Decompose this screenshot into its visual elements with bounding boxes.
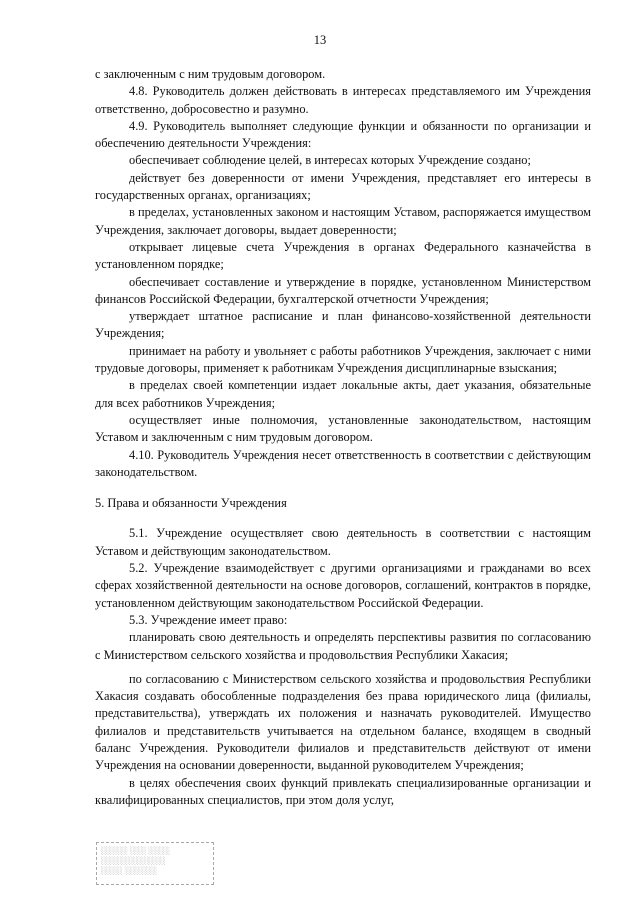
paragraph: обеспечивает соблюдение целей, в интересах которых Учреждение создано; xyxy=(129,153,531,168)
paragraph: открывает лицевые счета Учреждения в органах Федерального казначейства в установленном порядке; xyxy=(95,239,591,272)
paragraph: 4.9. Руководитель выполняет следующие функции и обязанности по организации и обеспечению деятельности Учреждения: xyxy=(95,118,591,151)
paragraph: в пределах своей компетенции издает локальные акты, дает указания, обязательные для всех работников Учреждения; xyxy=(95,378,591,410)
page-number: 13 xyxy=(313,33,327,47)
paragraph: принимает на работу и увольняет с работы работников Учреждения, заключает с ними трудовые договоры, применяет к работникам Учреждения дисциплинарные взыскания; xyxy=(95,343,591,376)
document-body xyxy=(95,66,591,809)
paragraph: 5.2. Учреждение взаимодействует с другими организациями и гражданами во всех сферах хозяйственной деятельности на основе договоров, соглашений, контрактов в порядке, установленном действующим законодательством Российской Федерации. xyxy=(95,561,591,610)
paragraph: обеспечивает составление и утверждение в порядке, установленном Министерством финансов Российской Федерации, бухгалтерской отчетности Учреждения; xyxy=(95,274,591,306)
paragraph: 4.8. Руководитель должен действовать в интересах представляемого им Учреждения ответственно, добросовестно и разумно. xyxy=(95,84,591,116)
stamp-line: ░░░░ ░░░░░░ xyxy=(101,867,158,875)
stamp-line: ░░░░░ ░░░ ░░░░ xyxy=(101,847,171,855)
section-heading: 5. Права и обязанности Учреждения xyxy=(95,496,287,511)
paragraph: 4.10. Руководитель Учреждения несет ответственность в соответствии с действующим законодательством. xyxy=(95,447,591,479)
paragraph: планировать свою деятельность и определять перспективы развития по согласованию с Министерством сельского хозяйства и продовольствия Республики Хакасия; xyxy=(95,630,591,662)
registration-stamp xyxy=(96,842,214,885)
paragraph: осуществляет иные полномочия, установленные законодательством, настоящим Уставом и заключенным с ним трудовым договором. xyxy=(95,412,591,445)
paragraph: 5.3. Учреждение имеет право: xyxy=(129,612,288,627)
stamp-line: ░░░░░░░░░░░░ xyxy=(101,857,166,865)
paragraph: утверждает штатное расписание и план финансово-хозяйственной деятельности Учреждения; xyxy=(95,309,591,341)
paragraph: по согласованию с Министерством сельского хозяйства и продовольствия Республики Хакасия создавать обособленные подразделения без права юридического лица (филиалы, представительства), утверждать их положения и назначать руководителей. Имущество филиалов и представительств учитывается на отдельном балансе, входящем в сводный баланс Учреждения. Руководители филиалов и представительств действуют от имени Учреждения на основании доверенности, выданной руководителем Учреждения; xyxy=(95,671,591,773)
paragraph: в целях обеспечения своих функций привлекать специализированные организации и квалифицированных специалистов, при этом доля услуг, xyxy=(95,775,591,807)
paragraph: с заключенным с ним трудовым договором. xyxy=(95,67,326,81)
paragraph: в пределах, установленных законом и настоящим Уставом, распоряжается имуществом Учреждения, заключает договоры, выдает доверенности; xyxy=(95,205,591,237)
paragraph: действует без доверенности от имени Учреждения, представляет его интересы в государственных органах, организациях; xyxy=(95,170,591,203)
paragraph: 5.1. Учреждение осуществляет свою деятельность в соответствии с настоящим Уставом и действующим законодательством. xyxy=(95,526,591,558)
